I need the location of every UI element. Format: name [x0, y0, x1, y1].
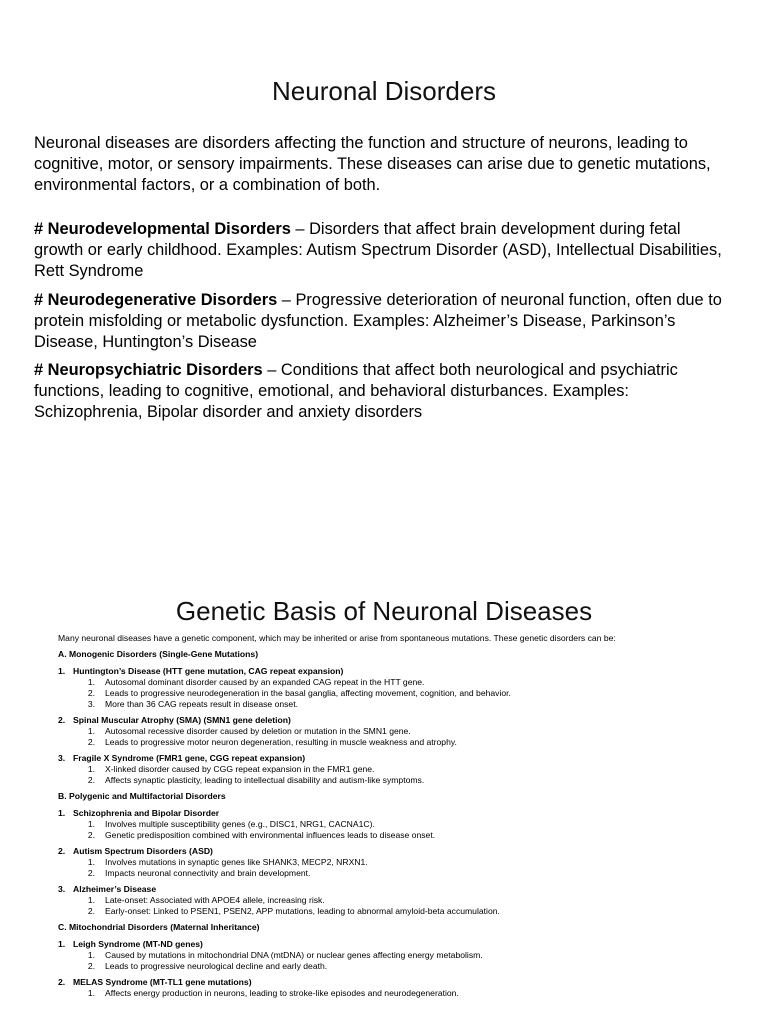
category-neurodevelopmental [34, 219, 734, 282]
category-neuropsychiatric [34, 360, 734, 423]
disorder-title-row [58, 846, 738, 857]
detail-text: Genetic predisposition combined with environmental influences leads to disease onset. [105, 830, 436, 840]
detail-number: 1. [87, 857, 95, 867]
item-number: 2. [58, 977, 66, 987]
disorder-item [58, 666, 738, 710]
slide-title: Neuronal Disorders [272, 76, 496, 106]
category-name: Neuropsychiatric Disorders [47, 361, 263, 379]
detail-number: 2. [87, 775, 95, 785]
disorder-title-row [58, 977, 738, 988]
item-number: 2. [58, 715, 66, 725]
detail-item [58, 775, 738, 786]
detail-list [58, 988, 738, 999]
detail-item [58, 726, 738, 737]
detail-list [58, 950, 738, 972]
item-number: 3. [58, 753, 66, 763]
detail-text: Affects synaptic plasticity, leading to intellectual disability and autism-like symptoms. [105, 775, 425, 785]
detail-text: Involves mutations in synaptic genes like SHANK3, MECP2, NRXN1. [105, 857, 368, 867]
slide-neuronal-disorders [0, 0, 768, 500]
detail-item [58, 868, 738, 879]
disorder-item [58, 808, 738, 841]
section-heading: C. Mitochondrial Disorders (Maternal Inheritance) [58, 922, 260, 932]
disorder-item [58, 939, 738, 972]
detail-number: 2. [87, 961, 95, 971]
detail-number: 1. [87, 677, 95, 687]
detail-item [58, 961, 738, 972]
section-list [58, 649, 738, 999]
category-description: – Conditions that affect both neurological and psychiatric functions, leading to cognitive, emotional, and behavioral disturbances. Examples: Schizophrenia, Bipolar disorder and anxiety disorders [34, 361, 678, 421]
item-number: 2. [58, 846, 66, 856]
disorder-title-row [58, 753, 738, 764]
detail-number: 1. [87, 819, 95, 829]
disorder-title: Fragile X Syndrome (FMR1 gene, CGG repeat expansion) [73, 753, 306, 763]
detail-text: Impacts neuronal connectivity and brain development. [105, 868, 311, 878]
category-name: Neurodegenerative Disorders [47, 291, 278, 309]
item-number: 1. [58, 666, 66, 676]
detail-number: 2. [87, 830, 95, 840]
disorder-item [58, 884, 738, 917]
detail-text: Leads to progressive motor neuron degeneration, resulting in muscle weakness and atrophy. [105, 737, 457, 747]
disorder-item [58, 846, 738, 879]
category-prefix: # [34, 220, 48, 238]
detail-item [58, 677, 738, 688]
item-number: 1. [58, 808, 66, 818]
disorder-title: Schizophrenia and Bipolar Disorder [73, 808, 220, 818]
detail-number: 1. [87, 895, 95, 905]
detail-item [58, 830, 738, 841]
category-prefix: # [34, 361, 48, 379]
disorder-title: Spinal Muscular Atrophy (SMA) (SMN1 gene deletion) [73, 715, 291, 725]
category-neurodegenerative [34, 290, 734, 353]
disorder-item [58, 715, 738, 748]
detail-number: 2. [87, 868, 95, 878]
detail-list [58, 726, 738, 748]
genetic-content [58, 633, 738, 1004]
category-name: Neurodevelopmental Disorders [47, 220, 291, 238]
detail-item [58, 764, 738, 775]
section-heading: B. Polygenic and Multifactorial Disorders [58, 791, 226, 801]
disorder-title-row [58, 715, 738, 726]
detail-list [58, 857, 738, 879]
detail-text: X-linked disorder caused by CGG repeat expansion in the FMR1 gene. [105, 764, 375, 774]
disorder-item [58, 977, 738, 999]
detail-list [58, 677, 738, 710]
disorder-title-row [58, 939, 738, 950]
section-heading: A. Monogenic Disorders (Single-Gene Mutations) [58, 649, 259, 659]
detail-text: Late-onset: Associated with APOE4 allele, increasing risk. [105, 895, 325, 905]
category-prefix: # [34, 291, 48, 309]
disorder-title-row [58, 666, 738, 677]
disorder-title: Alzheimer’s Disease [73, 884, 157, 894]
slide-genetic-basis [0, 560, 768, 1024]
detail-number: 1. [87, 764, 95, 774]
detail-item [58, 950, 738, 961]
detail-number: 2. [87, 906, 95, 916]
detail-item [58, 737, 738, 748]
disorder-title: Huntington’s Disease (HTT gene mutation, CAG repeat expansion) [73, 666, 344, 676]
item-number: 3. [58, 884, 66, 894]
detail-text: Autosomal dominant disorder caused by an expanded CAG repeat in the HTT gene. [105, 677, 425, 687]
detail-item [58, 857, 738, 868]
detail-text: Leads to progressive neurodegeneration in the basal ganglia, affecting movement, cognition, and behavior. [105, 688, 511, 698]
detail-text: More than 36 CAG repeats result in disease onset. [105, 699, 298, 709]
detail-text: Early-onset: Linked to PSEN1, PSEN2, APP mutations, leading to abnormal amyloid-beta accumulation. [105, 906, 500, 916]
disorder-title: MELAS Syndrome (MT-TL1 gene mutations) [73, 977, 252, 987]
detail-item [58, 895, 738, 906]
detail-list [58, 819, 738, 841]
disorder-item [58, 753, 738, 786]
detail-number: 3. [87, 699, 95, 709]
category-description: – Progressive deterioration of neuronal function, often due to protein misfolding or metabolic dysfunction. Examples: Alzheimer’s Disease, Parkinson’s Disease, Huntington’s Disease [34, 291, 722, 351]
slide-title: Genetic Basis of Neuronal Diseases [175, 596, 593, 626]
disorder-title: Leigh Syndrome (MT-ND genes) [73, 939, 203, 949]
detail-number: 2. [87, 688, 95, 698]
intro-paragraph: Many neuronal diseases have a genetic component, which may be inherited or arise from spontaneous mutations. These genetic disorders can be: [58, 633, 616, 643]
detail-item [58, 699, 738, 710]
detail-text: Affects energy production in neurons, leading to stroke-like episodes and neurodegeneration. [105, 988, 459, 998]
detail-number: 1. [87, 950, 95, 960]
detail-item [58, 988, 738, 999]
detail-text: Caused by mutations in mitochondrial DNA (mtDNA) or nuclear genes affecting energy metabolism. [105, 950, 483, 960]
detail-list [58, 764, 738, 786]
disorder-title-row [58, 884, 738, 895]
detail-list [58, 895, 738, 917]
detail-text: Involves multiple susceptibility genes (e.g., DISC1, NRG1, CACNA1C). [105, 819, 375, 829]
detail-item [58, 688, 738, 699]
disorder-title: Autism Spectrum Disorders (ASD) [73, 846, 213, 856]
detail-number: 1. [87, 726, 95, 736]
category-description: – Disorders that affect brain development during fetal growth or early childhood. Examples: Autism Spectrum Disorder (ASD), Intellectual Disabilities, Rett Syndrome [34, 220, 722, 280]
disorder-title-row [58, 808, 738, 819]
detail-number: 2. [87, 737, 95, 747]
detail-item [58, 819, 738, 830]
item-number: 1. [58, 939, 66, 949]
detail-item [58, 906, 738, 917]
intro-paragraph: Neuronal diseases are disorders affecting the function and structure of neurons, leading to cognitive, motor, or sensory impairments. These diseases can arise due to genetic mutations, environmental factors, or a combination of both. [34, 134, 711, 194]
detail-number: 1. [87, 988, 95, 998]
detail-text: Autosomal recessive disorder caused by deletion or mutation in the SMN1 gene. [105, 726, 411, 736]
detail-text: Leads to progressive neurological decline and early death. [105, 961, 328, 971]
